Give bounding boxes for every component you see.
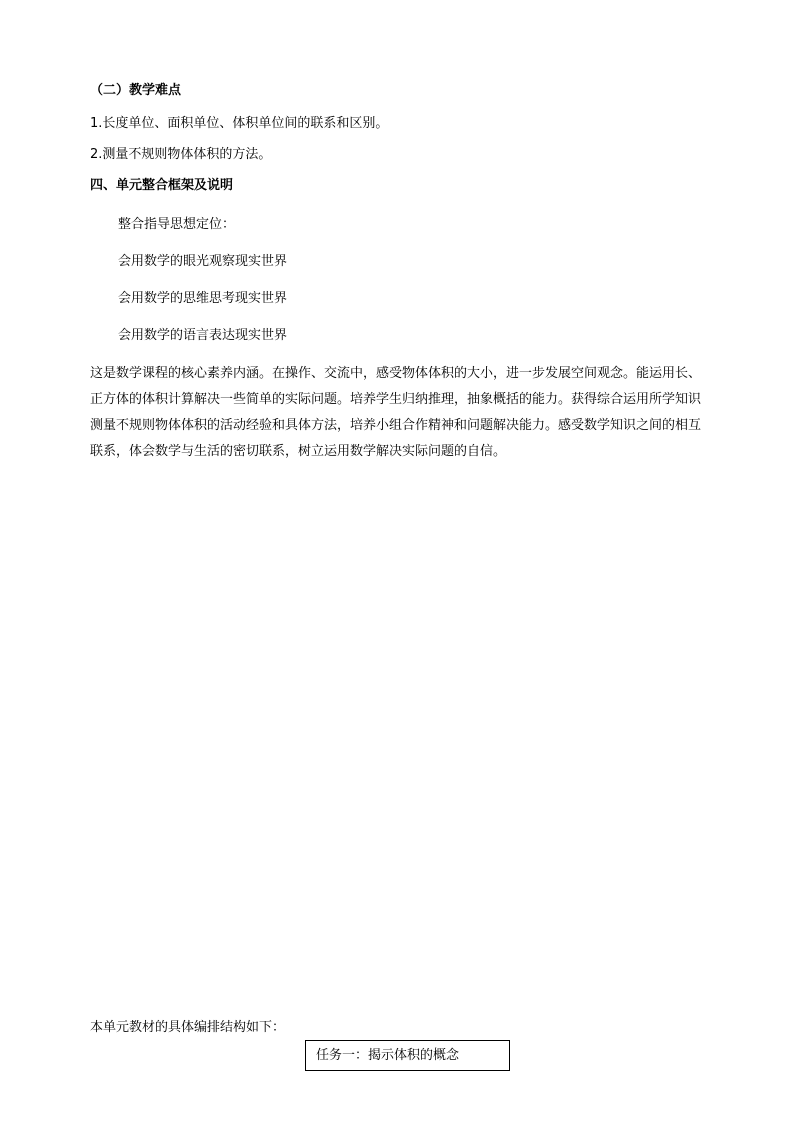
section-heading-unit-framework: 四、单元整合框架及说明 <box>90 178 234 193</box>
difficulty-item-1: 1.长度单位、面积单位、体积单位间的联系和区别。 <box>90 116 389 131</box>
guiding-thought-label: 整合指导思想定位： <box>118 217 236 232</box>
core-literacy-paragraph: 这是数学课程的核心素养内涵。在操作、交流中，感受物体体积的大小，进一步发展空间观念。能运用长、正方体的体积计算解决一些简单的实际问题。培养学生归纳推理，抽象概括的能力。获得综合运用所学知识测量不规则物体体积的活动经验和具体方法，培养小组合作精神和问题解决能力。感受数学知识之间的相互联系，体会数学与生活的密切联系，树立运用数学解决实际问题的自信。 <box>90 366 702 459</box>
task-one-label: 任务一：揭示体积的概念 <box>316 1048 460 1063</box>
task-one-box <box>305 1040 510 1071</box>
bullet-observe: 会用数学的眼光观察现实世界 <box>118 254 288 269</box>
section-heading-difficulties: （二）教学难点 <box>90 83 182 98</box>
bullet-think: 会用数学的思维思考现实世界 <box>118 291 288 306</box>
bullet-express: 会用数学的语言表达现实世界 <box>118 328 288 343</box>
difficulty-item-2: 2.测量不规则物体体积的方法。 <box>90 147 272 162</box>
structure-intro: 本单元教材的具体编排结构如下： <box>90 1020 286 1035</box>
